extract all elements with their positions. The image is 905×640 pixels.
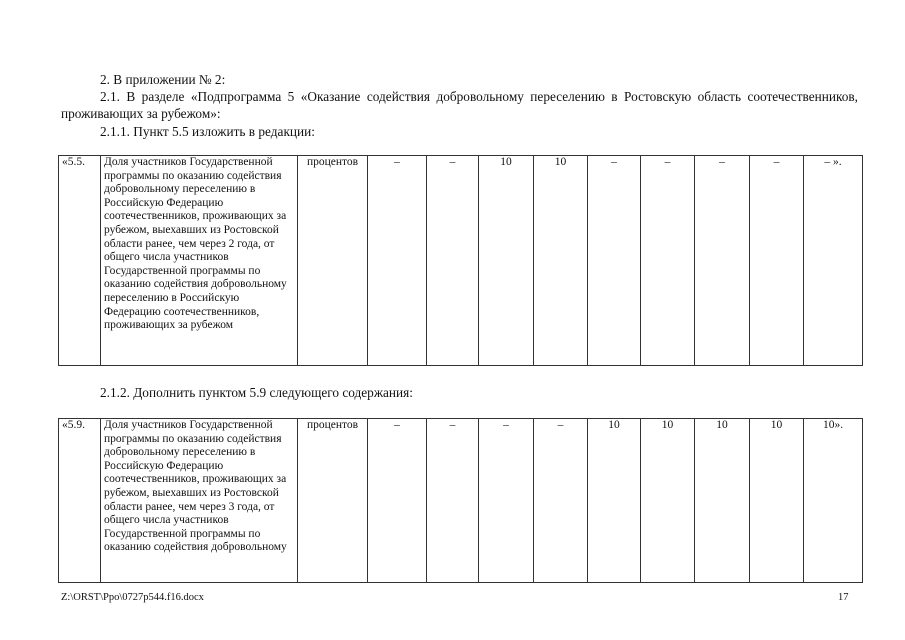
value-cell: – — [750, 156, 804, 366]
unit-cell: процентов — [298, 419, 368, 583]
paragraph-4: 2.1.2. Дополнить пунктом 5.9 следующего содержания: — [100, 385, 413, 400]
value-cell: – — [427, 419, 479, 583]
item-number: «5.9. — [59, 419, 101, 583]
table-5-5 — [58, 155, 863, 366]
value-cell: – — [534, 419, 588, 583]
indicator-name: Доля участников Государственной программы по оказанию содействия добровольному переселению в Российскую Федерацию соотечественников, проживающих за рубежом, выехавших из Ростовской области ранее, чем через 2 года, от общего числа участников Государственной программы по оказанию содействия добровольному переселению в Российскую Федерацию соотечественников, проживающих за рубежом — [101, 156, 298, 366]
value-cell: – — [427, 156, 479, 366]
page-number: 17 — [838, 592, 849, 603]
table-5-9 — [58, 418, 863, 583]
value-cell: – — [588, 156, 641, 366]
paragraph-1: 2. В приложении № 2: — [100, 72, 226, 87]
value-cell: – — [479, 419, 534, 583]
unit-cell: процентов — [298, 156, 368, 366]
value-cell: – — [641, 156, 695, 366]
item-number: «5.5. — [59, 156, 101, 366]
value-cell: – — [368, 419, 427, 583]
value-cell: – ». — [804, 156, 863, 366]
footer-file-path: Z:\ORST\Ppo\0727p544.f16.docx — [61, 592, 204, 603]
value-cell: – — [368, 156, 427, 366]
paragraph-2: 2.1. В разделе «Подпрограмма 5 «Оказание содействия добровольному переселению в Ростовскую область соотечественников, проживающих за рубежом»: — [61, 89, 858, 121]
value-cell: 10 — [479, 156, 534, 366]
table-row — [59, 419, 863, 583]
value-cell: 10 — [588, 419, 641, 583]
paragraph-3: 2.1.1. Пункт 5.5 изложить в редакции: — [100, 124, 315, 139]
value-cell: 10 — [750, 419, 804, 583]
value-cell: – — [695, 156, 750, 366]
value-cell: 10 — [534, 156, 588, 366]
value-cell: 10 — [641, 419, 695, 583]
value-cell: 10 — [695, 419, 750, 583]
indicator-name: Доля участников Государственной программы по оказанию содействия добровольному переселению в Российскую Федерацию соотечественников, проживающих за рубежом, выехавших из Ростовской области ранее, чем через 3 года, от общего числа участников Государственной программы по оказанию содействия добровольному — [101, 419, 298, 583]
value-cell: 10». — [804, 419, 863, 583]
table-row — [59, 156, 863, 366]
